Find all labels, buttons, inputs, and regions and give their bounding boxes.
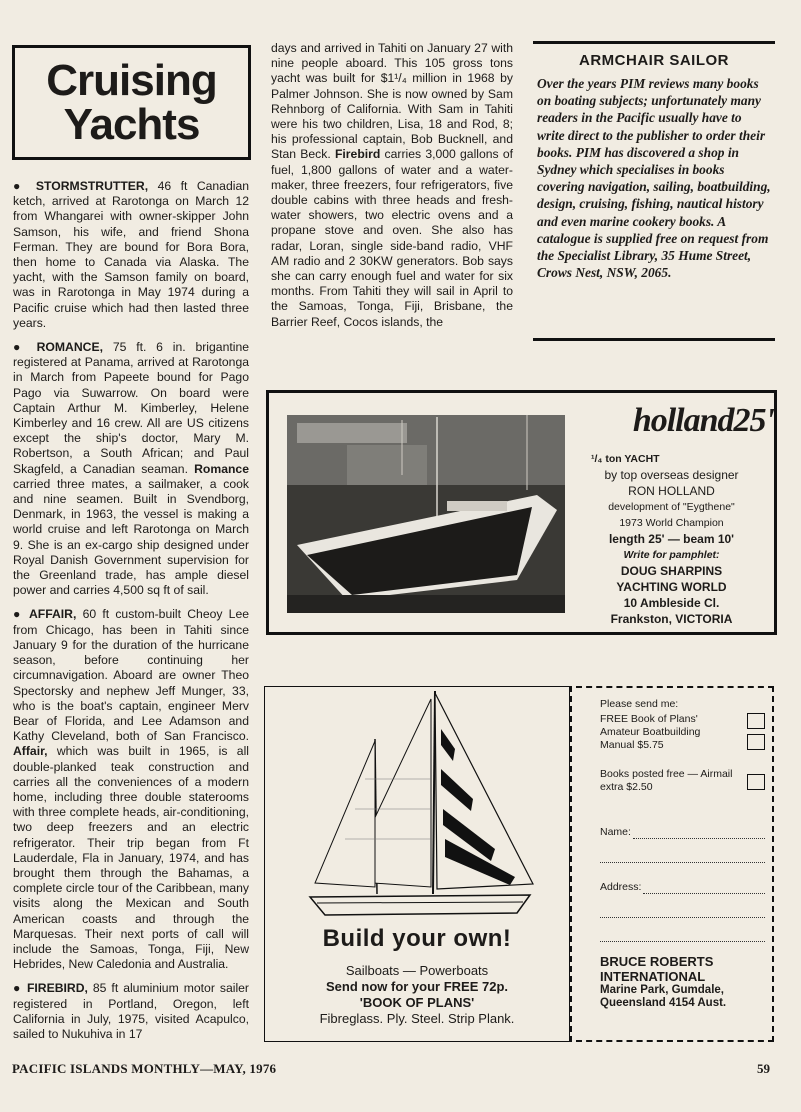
sailboat-drawing (305, 689, 535, 921)
ad-line: length 25' — beam 10' (608, 532, 735, 546)
entry-text: days and arrived in Tahiti on January 27 with nine people aboard. This 105 gross tons yacht was built for $1¹/₄ million in 1968 by Palmer Johnson. She is now owned by Sam Rehnborg of California. With Sam in Tahiti were his two children, Lisa, 18 and Rod, 8; his professional captain, Bob Bucknell, and Stan Beck. (271, 41, 513, 162)
coupon-border-bottom (576, 1040, 774, 1042)
bullet-icon: ● (13, 607, 29, 622)
coupon-border-top (576, 686, 774, 688)
bruce-subtext (265, 963, 569, 1027)
option-label: FREE Book of Plans' Amateur Boatbuilding Manual $5.75 (600, 713, 701, 751)
manual-checkbox[interactable] (747, 734, 765, 750)
coupon-border-left (570, 686, 572, 1042)
entry-romance (13, 340, 249, 598)
ad-line: Send now for your FREE 72p. (325, 979, 509, 994)
holland-yacht-ad (266, 390, 777, 635)
company-line: Queensland 4154 Aust. (600, 997, 727, 1009)
entry-bold-mid: Romance (194, 461, 249, 476)
entry-name: AFFAIR, (28, 607, 77, 622)
entry-name: ROMANCE, (36, 340, 103, 355)
ad-line: 1973 World Champion (619, 517, 724, 529)
ad-line: ¹/₄ ton YACHT (591, 453, 660, 465)
footer-publication: PACIFIC ISLANDS MONTHLY—MAY, 1976 (12, 1061, 277, 1076)
entry-bold-mid: Affair, (13, 744, 48, 759)
armchair-title: ARMCHAIR SAILOR (579, 52, 729, 69)
ad-line: Frankston, VICTORIA (610, 612, 733, 626)
airmail-checkbox[interactable] (747, 774, 765, 790)
entry-affair (13, 607, 249, 972)
name-line-2 (600, 861, 765, 863)
entry-name: FIREBIRD, (26, 981, 88, 996)
section-title-box (12, 45, 251, 160)
entry-text: 85 ft aluminium motor sailer registered in Portland, Oregon, left California in July, 1975, visited Acapulco, sailed to Nukuhiva in 17 (13, 981, 249, 1041)
holland-logo: holland25' (632, 402, 774, 439)
bullet-icon: ● (13, 340, 37, 355)
ad-line: DOUG SHARPINS (620, 564, 723, 578)
option-postage (600, 768, 765, 794)
entry-text-2: which was built in 1965, is all double-planked teak construction and carries all the conveniences of a modern home, including three double staterooms with three complete heads, air-conditioning, two deep freezers and an electric refrigerator. Their trip began from Ft Lauderdale, Fla in January, 1974, and has brought them through the Bahamas, a complete circle tour of the Caribbean, many visits along the Mexican and South American coasts and through the Marquesas. Their next ports of call will include the Samoas, Tonga, Fiji, New Hebrides, New Caledonia and Australia. (13, 744, 249, 972)
ad-line: Fibreglass. Ply. Steel. Strip Plank. (319, 1011, 515, 1026)
entry-text: 46 ft Canadian ketch, arrived at Rarotonga on March 12 from Whangarei with owner-skipper John Samson, his wife, and friend Shona Ferman. They are bound for Bora Bora, then home to Canada via Alaska. The yacht, with the Samson family on board, was in Rarotonga in May 1974 during a Pacific cruise which had then lasted three years. (13, 179, 250, 330)
address-field[interactable] (600, 881, 765, 894)
address-label: Address: (600, 881, 642, 893)
armchair-body: Over the years PIM reviews many books on boating subjects; unfortunately many readers in the Pacific usually have to write direct to the publisher to order their books. PIM has discovered a shop in Sydney which specialises in books covering navigation, sailing, boatbuilding, design, cruising, fishing, nautical history and even marine cookery books. A catalogue is supplied free on request from the Specialist Library, 35 Hume Street, Crows Nest, NSW, 2065. (537, 76, 771, 281)
coupon-form (600, 698, 765, 1010)
entry-text: 60 ft custom-built Cheoy Lee from Chicago, has been in Tahiti since January 9 for the duration of the hurricane season, before continuing her circumnavigation. Aboard are owner Theo Spectorsky and nephew Jeff Munger, 33, who is the boat's captain, engineer Merv Bear of Florida, and Lee Adamson and Kathy Cleveland, both of San Francisco. (13, 607, 250, 744)
ad-line: Write for pamphlet: (623, 549, 720, 561)
page-number: 59 (757, 1061, 770, 1076)
bruce-roberts-ad (264, 686, 570, 1042)
company-line: BRUCE ROBERTS (600, 954, 714, 969)
section-title-line1: Cruising (46, 55, 217, 105)
entry-text-2: carried three mates, a sailmaker, a cook and nine seamen. Built in Svendborg, Denmark, in 1963, the vessel is making a world cruise and left Rarotonga on March 9. She is an ex-cargo ship designed under Royal Danish Government supervision for the Greenland trade, has ample diesel power and carries 4,500 sq ft of sail. (13, 476, 249, 598)
ad-line: Sailboats — Powerboats (345, 963, 489, 978)
section-title-line2: Yachts (63, 99, 200, 149)
article-column-1 (13, 179, 249, 1051)
bullet-icon: ● (13, 179, 36, 193)
option-plans (600, 713, 765, 752)
holland-ad-text (569, 401, 774, 627)
company-line: Marine Park, Gumdale, (600, 984, 724, 996)
ad-line: by top overseas designer (604, 468, 739, 482)
yacht-photo (287, 415, 565, 613)
option-label: Books posted free — Airmail extra $2.50 (600, 768, 733, 793)
article-column-2 (271, 41, 513, 339)
option-manual (600, 758, 765, 762)
ad-line: development of "Eygthene" (608, 501, 735, 513)
entry-text: 75 ft. 6 in. brigantine registered at Panama, arrived at Rarotonga in March from Papeete bound for Pago Pago via Suwarrow. On board were Captain Arthur M. Kimberley, Helene Kimberley and 16 crew. All are US citizens except the ship's doctor, Mary M. Robertson, a South African; and Paul Skagfeld, a Canadian seaman. (13, 340, 249, 476)
bullet-icon: ● (13, 981, 27, 996)
address-line-2 (600, 916, 765, 918)
name-label: Name: (600, 826, 631, 838)
name-line (633, 837, 765, 839)
entry-bold-mid: Firebird (334, 147, 381, 162)
entry-firebird-continued (271, 41, 513, 330)
company-block (600, 954, 765, 1010)
bottom-rule (533, 338, 775, 341)
ad-line: RON HOLLAND (628, 484, 715, 498)
address-line (643, 892, 765, 894)
entry-name: STORMSTRUTTER, (35, 179, 149, 193)
name-field[interactable] (600, 826, 765, 839)
entry-firebird (13, 981, 249, 1042)
entry-text-2: carries 3,000 gallons of fuel, 1,800 gallons of water and a water-maker, three freezers, four refrigerators, five double cabins with three heads and fresh-water showers, two electric ovens and a propane stove and oven. She also has radar, Loran, single side-band radio, VHF AM radio and 2 30KW generators. Bob says she can carry enough fuel and water for six months. From Tahiti they will sail in April to the Samoas, Tonga, Fiji, Brisbane, the Barrier Reef, Cocos islands, the (271, 147, 513, 329)
armchair-sailor-box (533, 41, 775, 341)
plans-checkbox[interactable] (747, 713, 765, 729)
company-line: INTERNATIONAL (600, 969, 706, 984)
top-rule (533, 41, 775, 44)
form-intro: Please send me: (600, 698, 679, 710)
coupon-border-right (772, 686, 774, 1042)
order-coupon (570, 686, 776, 1042)
ad-line: 10 Ambleside Cl. (623, 596, 720, 610)
ad-line: YACHTING WORLD (616, 580, 727, 594)
entry-stormstrutter (13, 179, 249, 331)
ad-line: 'BOOK OF PLANS' (359, 995, 475, 1010)
bruce-headline: Build your own! (322, 925, 512, 952)
address-line-3 (600, 940, 765, 942)
yacht-photo-image (287, 415, 565, 613)
